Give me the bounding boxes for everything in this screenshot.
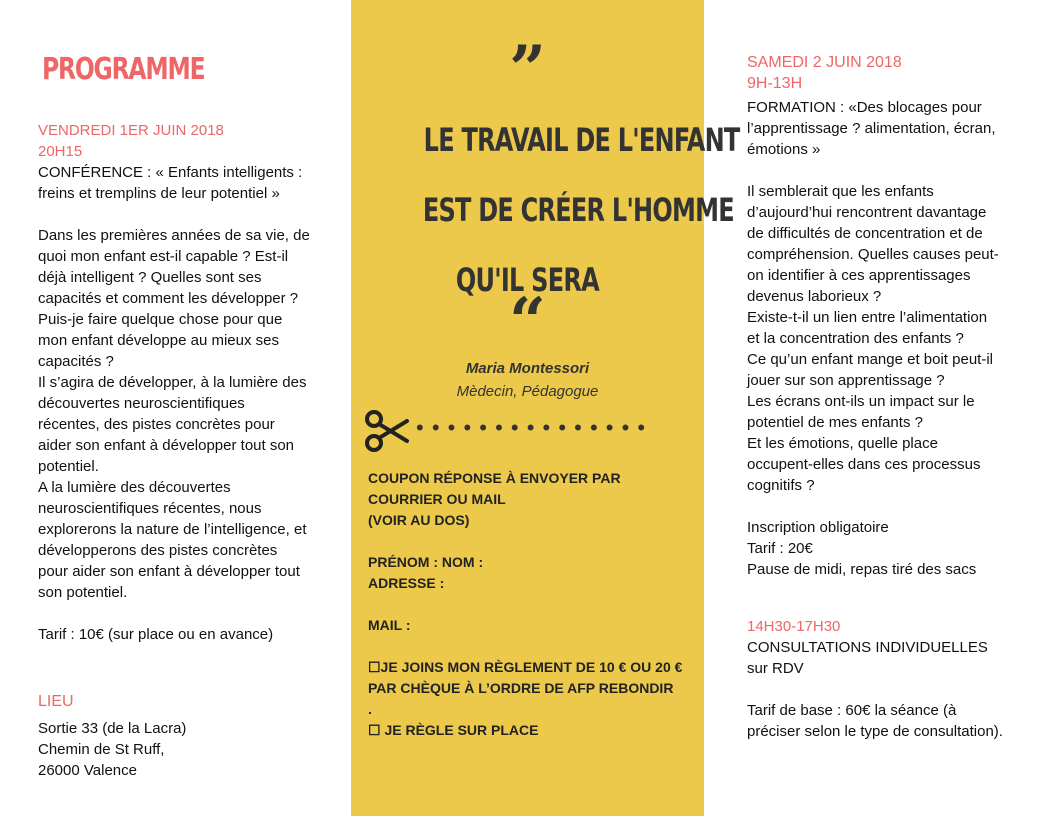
- event3-description: CONSULTATIONS INDIVIDUELLES sur RDV Tarif de base : 60€ la séance (à préciser selon le type de consultation).: [747, 639, 1003, 740]
- lieu-title: LIEU: [38, 693, 74, 710]
- quote-line-2: EST DE CRÉER L'HOMME: [422, 191, 734, 229]
- event1-block: [38, 120, 328, 645]
- middle-column: [351, 0, 740, 816]
- author-name: Maria Montessori: [465, 360, 590, 377]
- event1-description: CONFÉRENCE : « Enfants intelligents : freins et tremplins de leur potentiel » Dans les premières années de sa vie, de quoi mon enfant est-il capable ? Est-il déjà intelligent ? Quelles sont ses capacités et comment les développer ? Puis-je faire quelque chose pour que mon enfant développe au mieux ses capacités ? Il s’agira de développer, à la lumière des découvertes neuroscientifiques récentes, des pistes concrètes pour aider son enfant à développer tout son potentiel. A la lumière des découvertes neuroscientifiques récentes, nous explorerons la nature de l’intelligence, et développerons des pistes concrètes pour aider son enfant à développer tout son potentiel. Tarif : 10€ (sur place ou en avance): [38, 164, 310, 643]
- lieu-block: [38, 691, 328, 781]
- quote-line-1: LE TRAVAIL DE L'ENFANT: [423, 121, 740, 159]
- event2-description: FORMATION : «Des blocages pour l’apprentissage ? alimentation, écran, émotions » Il semblerait que les enfants d’aujourd’hui rencontrent davantage de difficultés de concentration et de compréhension. Quelles causes peut- on identifier à ces apprentissages devenus laborieux ? Existe-t-il un lien entre l’alimentation et la concentration des enfants ? Ce qu’un enfant mange et boit peut-il jouer sur son apprentissage ? Les écrans ont-ils un impact sur le potentiel de mes enfants ? Et les émotions, quelle place occupent-elles dans ces processus cognitifs ? Inscription obligatoire Tarif : 20€ Pause de midi, repas tiré des sacs: [747, 99, 999, 578]
- event2-block: [747, 52, 1047, 580]
- scissors-icon: [365, 408, 411, 454]
- quote-line-3: QU'IL SERA: [455, 261, 600, 299]
- event1-date: VENDREDI 1ER JUIN 2018: [38, 122, 224, 139]
- opening-quote-icon: “: [509, 284, 546, 359]
- left-column: [0, 0, 351, 816]
- quote-author: [351, 357, 704, 403]
- event2-time: 9H-13H: [747, 75, 803, 92]
- event3-time: 14H30-17H30: [747, 618, 841, 635]
- event3-block: [747, 616, 1047, 742]
- event2-date: SAMEDI 2 JUIN 2018: [747, 54, 902, 71]
- right-column: [704, 0, 1056, 816]
- author-role: Mèdecin, Pédagogue: [456, 383, 599, 400]
- lieu-address: Sortie 33 (de la Lacra) Chemin de St Ruff, 26000 Valence: [38, 720, 187, 779]
- programme-title: PROGRAMME: [42, 52, 205, 87]
- event1-time: 20H15: [38, 143, 83, 160]
- cut-line-dots: • • • • • • • • • • • • • • •: [416, 415, 647, 440]
- reply-coupon: COUPON RÉPONSE À ENVOYER PAR COURRIER OU MAIL (VOIR AU DOS) PRÉNOM : NOM : ADRESSE : MAIL : ☐JE JOINS MON RÈGLEMENT DE 10 € OU 20 € PAR CHÈQUE À L’ORDRE DE AFP REBONDIR . ☐ JE RÈGLE SUR PLACE: [368, 470, 683, 738]
- closing-quote-icon: ”: [509, 32, 546, 107]
